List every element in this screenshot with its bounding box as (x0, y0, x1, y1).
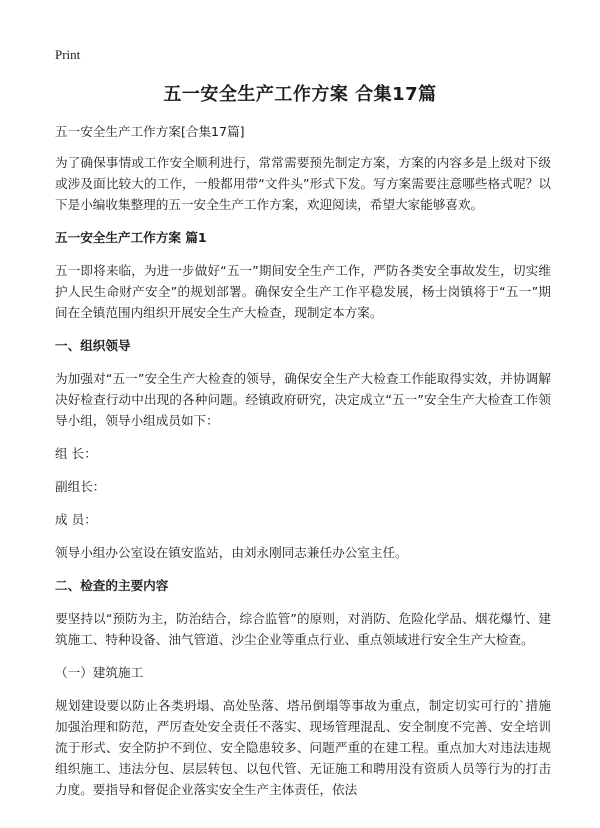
heading-inspection-content: 二、检查的主要内容 (55, 578, 169, 593)
deputy-leader-line: 副组长： (55, 479, 106, 494)
section-heading: 五一安全生产工作方案 篇1 (55, 230, 207, 245)
print-link[interactable]: Print (55, 47, 81, 62)
leader-line: 组 长： (55, 446, 97, 461)
intro-paragraph: 为了确保事情或工作安全顺利进行，常常需要预先制定方案，方案的内容多是上级对下级或涉及面比较大的工作，一般都用带“文件头”形式下发。写方案需要注意哪些格式呢？以下是小编收集整理的五一安全生产工作方案，欢迎阅读，希望大家能够喜欢。 (55, 155, 551, 212)
organization-paragraph: 为加强对“五一”安全生产大检查的领导，确保安全生产大检查工作能取得实效，并协调解决好检查行动中出现的各种问题。经镇政府研究，决定成立“五一”安全生产大检查工作领导小组，领导小组成员如下： (55, 371, 551, 428)
office-paragraph: 领导小组办公室设在镇安监站，由刘永刚同志兼任办公室主任。 (55, 545, 408, 560)
heading-organization: 一、组织领导 (55, 338, 131, 353)
subheading-construction: （一）建筑施工 (55, 665, 144, 680)
document-subtitle: 五一安全生产工作方案[合集17篇] (55, 124, 245, 139)
construction-paragraph: 规划建设要以防止各类坍塌、高处坠落、塔吊倒塌等事故为重点，制定切实可行的`措施加强治理和防范，严厉查处安全责任不落实、现场管理混乱、安全制度不完善、安全培训流于形式、安全防护不到位、安全隐患较多、问题严重的在建工程。重点加大对违法违规组织施工、违法分包、层层转包、以包代管、无证施工和聘用没有资质人员等行为的打击力度。要指导和督促企业落实安全生产主体责任，依法 (55, 698, 551, 797)
member-line: 成 员： (55, 512, 97, 527)
document-body (55, 121, 551, 812)
inspection-paragraph: 要坚持以“预防为主，防治结合，综合监管”的原则，对消防、危险化学品、烟花爆竹、建筑施工、特种设备、油气管道、沙尘企业等重点行业、重点领域进行安全生产大检查。 (55, 611, 551, 647)
document-title: 五一安全生产工作方案 合集17篇 (163, 84, 437, 105)
section-paragraph: 五一即将来临，为进一步做好“五一”期间安全生产工作，严防各类安全事故发生，切实维护人民生命财产安全”的规划部署。确保安全生产工作平稳发展，杨士岗镇将于“五一”期间在全镇范围内组织开展安全生产大检查，现制定本方案。 (55, 263, 551, 320)
